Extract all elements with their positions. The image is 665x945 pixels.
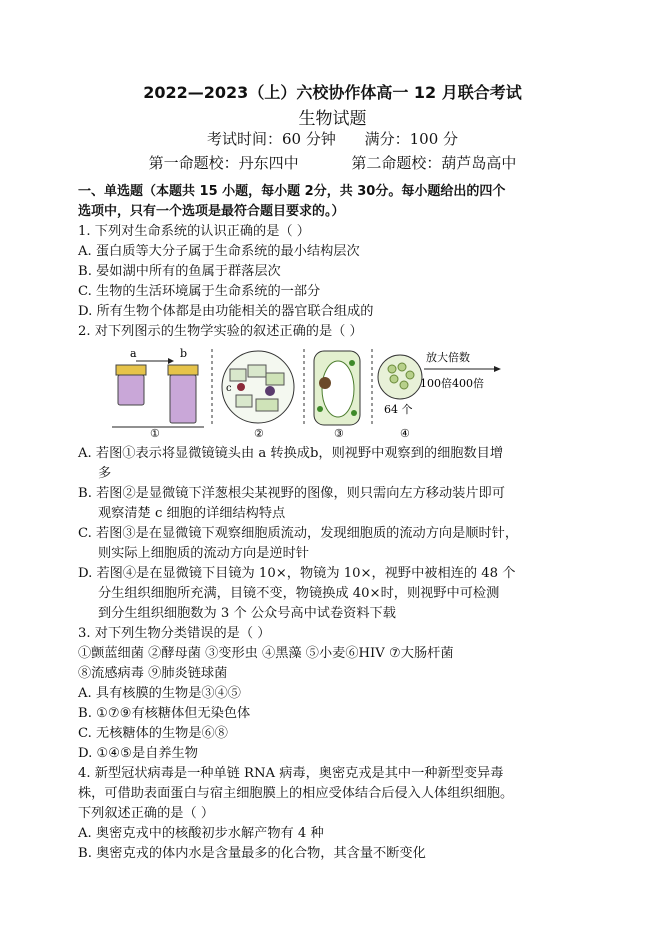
q2-option-b-cont: 观察清楚 c 细胞的详细结构特点 <box>98 506 286 521</box>
q1-option-a: A. 蛋白质等大分子属于生命系统的最小结构层次 <box>78 244 360 259</box>
chloroplast <box>317 406 323 412</box>
magnification-title: 放大倍数 <box>426 351 470 364</box>
cell-dot <box>390 375 398 383</box>
exam-title: 2022—2023（上）六校协作体高一 12 月联合考试 <box>143 83 522 102</box>
vacuole <box>322 361 354 417</box>
cell-shape <box>256 399 278 411</box>
school-second: 第二命题校：葫芦岛高中 <box>351 154 517 172</box>
q4-stem: 4. 新型冠状病毒是一种单链 RNA 病毒，奥密克戎是其中一种新型变异毒 <box>78 766 504 781</box>
chloroplast <box>351 410 357 416</box>
figure-number-3: ③ <box>334 427 344 439</box>
lens-a-body <box>118 375 144 405</box>
q3-option-b: B. ①⑦⑨有核糖体但无染色体 <box>78 706 251 721</box>
q1-stem: 1. 下列对生命系统的认识正确的是（ ） <box>78 224 310 239</box>
chloroplast <box>349 360 355 366</box>
lens-b-collar <box>168 365 198 375</box>
q2-option-c: C. 若图③是在显微镜下观察细胞质流动，发现细胞质的流动方向是顺时针， <box>78 526 519 541</box>
q3-option-a: A. 具有核膜的生物是③④⑤ <box>78 686 241 701</box>
magnification-values: 100倍400倍 <box>420 377 484 390</box>
exam-subtitle: 生物试题 <box>298 109 367 129</box>
cell-dot <box>388 365 396 373</box>
q3-list: ①颤蓝细菌 ②酵母菌 ③变形虫 ④黑藻 ⑤小麦⑥HIV ⑦大肠杆菌 <box>78 646 454 661</box>
q3-stem: 3. 对下列生物分类错误的是（ ） <box>78 626 271 641</box>
exam-score: 满分：100 分 <box>364 130 459 148</box>
figure-3-plant-cell <box>314 351 360 439</box>
q1-option-b: B. 晏如湖中所有的鱼属于群落层次 <box>78 264 281 279</box>
cell-dot <box>400 381 408 389</box>
lens-b-body <box>170 375 196 423</box>
section-heading: 一、单选题（本题共 15 小题，每小题 2分，共 30分。每小题给出的四个 <box>78 184 506 199</box>
section-heading-cont: 选项中，只有一个选项是最符合题目要求的。） <box>78 204 345 219</box>
cell-dot <box>398 363 406 371</box>
figure-number-4: ④ <box>400 427 410 439</box>
q2-option-d: D. 若图④是在显微镜下目镜为 10×，物镜为 10×，视野中被相连的 48 个 <box>78 566 516 581</box>
q4-stem-cont2: 下列叙述正确的是（ ） <box>78 806 215 821</box>
q4-option-a: A. 奥密克戎中的核酸初步水解产物有 4 种 <box>78 826 324 841</box>
figure-4-magnification <box>378 350 501 439</box>
q2-option-a-cont: 多 <box>98 466 112 481</box>
school-first: 第一命题校：丹东四中 <box>148 154 299 172</box>
cell-nucleus <box>237 383 245 391</box>
figure-1-lenses <box>112 347 204 439</box>
q1-option-d: D. 所有生物个体都是由功能相关的器官联合组成的 <box>78 304 374 319</box>
q1-option-c: C. 生物的生活环境属于生命系统的一部分 <box>78 284 321 299</box>
lens-b-label: b <box>180 347 188 360</box>
figure-number-2: ② <box>254 427 264 439</box>
q4-option-b: B. 奥密克戎的体内水是含量最多的化合物，其含量不断变化 <box>78 846 426 861</box>
q4-stem-cont: 株，可借助表面蛋白与宿主细胞膜上的相应受体结合后侵入人体组织细胞。 <box>78 786 514 801</box>
arrow-head <box>168 358 174 364</box>
field-of-view-4 <box>378 355 422 399</box>
q2-option-b: B. 若图②是显微镜下洋葱根尖某视野的图像，则只需向左方移动装片即可 <box>78 486 505 501</box>
figure-number-1: ① <box>150 427 160 439</box>
cell-c-label: c <box>226 383 232 394</box>
exam-schools <box>0 152 665 173</box>
cell-nucleus <box>265 386 275 396</box>
lens-a-label: a <box>130 347 137 360</box>
field-of-view-2 <box>222 351 294 423</box>
cell-count-label: 64 个 <box>384 403 413 416</box>
q3-list-cont: ⑧流感病毒 ⑨肺炎链球菌 <box>78 666 228 681</box>
q2-option-d-cont2: 到分生组织细胞数为 3 个 公众号高中试卷资料下载 <box>98 606 396 621</box>
q2-option-a: A. 若图①表示将显微镜镜头由 a 转换成b，则视野中观察到的细胞数目增 <box>78 446 504 461</box>
exam-meta <box>0 128 665 149</box>
lens-a-collar <box>116 365 146 375</box>
cell-shape <box>248 365 266 377</box>
q3-option-c: C. 无核糖体的生物是⑥⑧ <box>78 726 228 741</box>
cell-dot <box>406 371 414 379</box>
q2-stem: 2. 对下列图示的生物学实验的叙述正确的是（ ） <box>78 324 363 339</box>
magnification-arrow-head <box>494 366 501 372</box>
q3-option-d: D. ①④⑤是自养生物 <box>78 746 198 761</box>
q2-option-d-cont: 分生组织细胞所充满，目镜不变，物镜换成 40×时，则视野中可检测 <box>98 586 500 601</box>
cell-shape <box>266 373 284 385</box>
figure-2-root-cells <box>222 351 294 439</box>
q2-figure <box>108 347 508 439</box>
cell-shape <box>236 395 252 407</box>
nucleus <box>319 377 331 389</box>
cell-shape <box>230 369 246 381</box>
q2-option-c-cont: 则实际上细胞质的流动方向是逆时针 <box>98 546 309 561</box>
exam-time: 考试时间：60 分钟 <box>206 130 336 148</box>
